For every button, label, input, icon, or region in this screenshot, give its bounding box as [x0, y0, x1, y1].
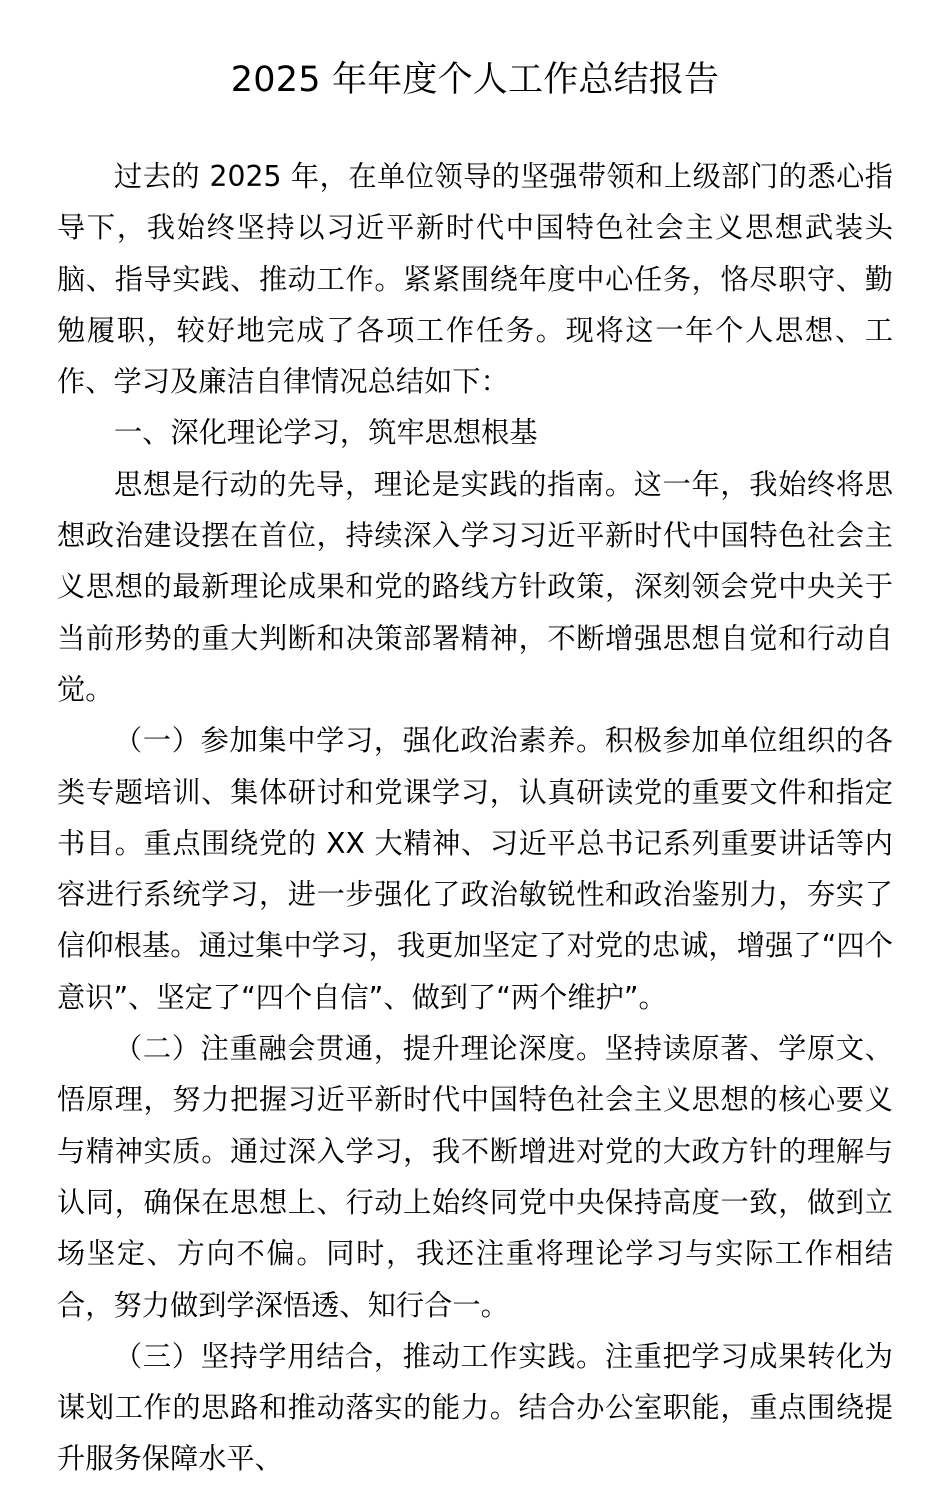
paragraph-section-1-item-1: （一）参加集中学习，强化政治素养。积极参加单位组织的各类专题培训、集体研讨和党课学习，认真研读党的重要文件和指定书目。重点围绕党的 XX 大精神、习近平总书记系列重要讲话等内容进行系统学习，进一步强化了政治敏锐性和政治鉴别力，夯实了信仰根基。通过集中学习，我更加坚定了对党的忠诚，增强了“四个意识”、坚定了“四个自信”、做到了“两个维护”。 [57, 724, 893, 1014]
title-spacer [57, 102, 893, 151]
section-heading-1: 一、深化理论学习，筑牢思想根基 [114, 416, 538, 450]
document-body [57, 0, 893, 1485]
paragraph-section-1-item-3: （三）坚持学用结合，推动工作实践。注重把学习成果转化为谋划工作的思路和推动落实的能力。结合办公室职能，重点围绕提升服务保障水平、 [57, 1339, 893, 1476]
paragraph-section-1-intro: 思想是行动的先导，理论是实践的指南。这一年，我始终将思想政治建设摆在首位，持续深入学习习近平新时代中国特色社会主义思想的最新理论成果和党的路线方针政策，深刻领会党中央关于当前形势的重大判断和决策部署精神，不断增强思想自觉和行动自觉。 [57, 467, 893, 706]
paragraph-intro: 过去的 2025 年，在单位领导的坚强带领和上级部门的悉心指导下，我始终坚持以习近平新时代中国特色社会主义思想武装头脑、指导实践、推动工作。紧紧围绕年度中心任务，恪尽职守、勤勉履职，较好地完成了各项工作任务。现将这一年个人思想、工作、学习及廉洁自律情况总结如下： [57, 160, 893, 399]
page-title: 2025 年年度个人工作总结报告 [230, 60, 720, 100]
paragraph-section-1-item-2: （二）注重融会贯通，提升理论深度。坚持读原著、学原文、悟原理，努力把握习近平新时代中国特色社会主义思想的核心要义与精神实质。通过深入学习，我不断增进对党的大政方针的理解与认同，确保在思想上、行动上始终同党中央保持高度一致，做到立场坚定、方向不偏。同时，我还注重将理论学习与实际工作相结合，努力做到学深悟透、知行合一。 [57, 1032, 893, 1322]
